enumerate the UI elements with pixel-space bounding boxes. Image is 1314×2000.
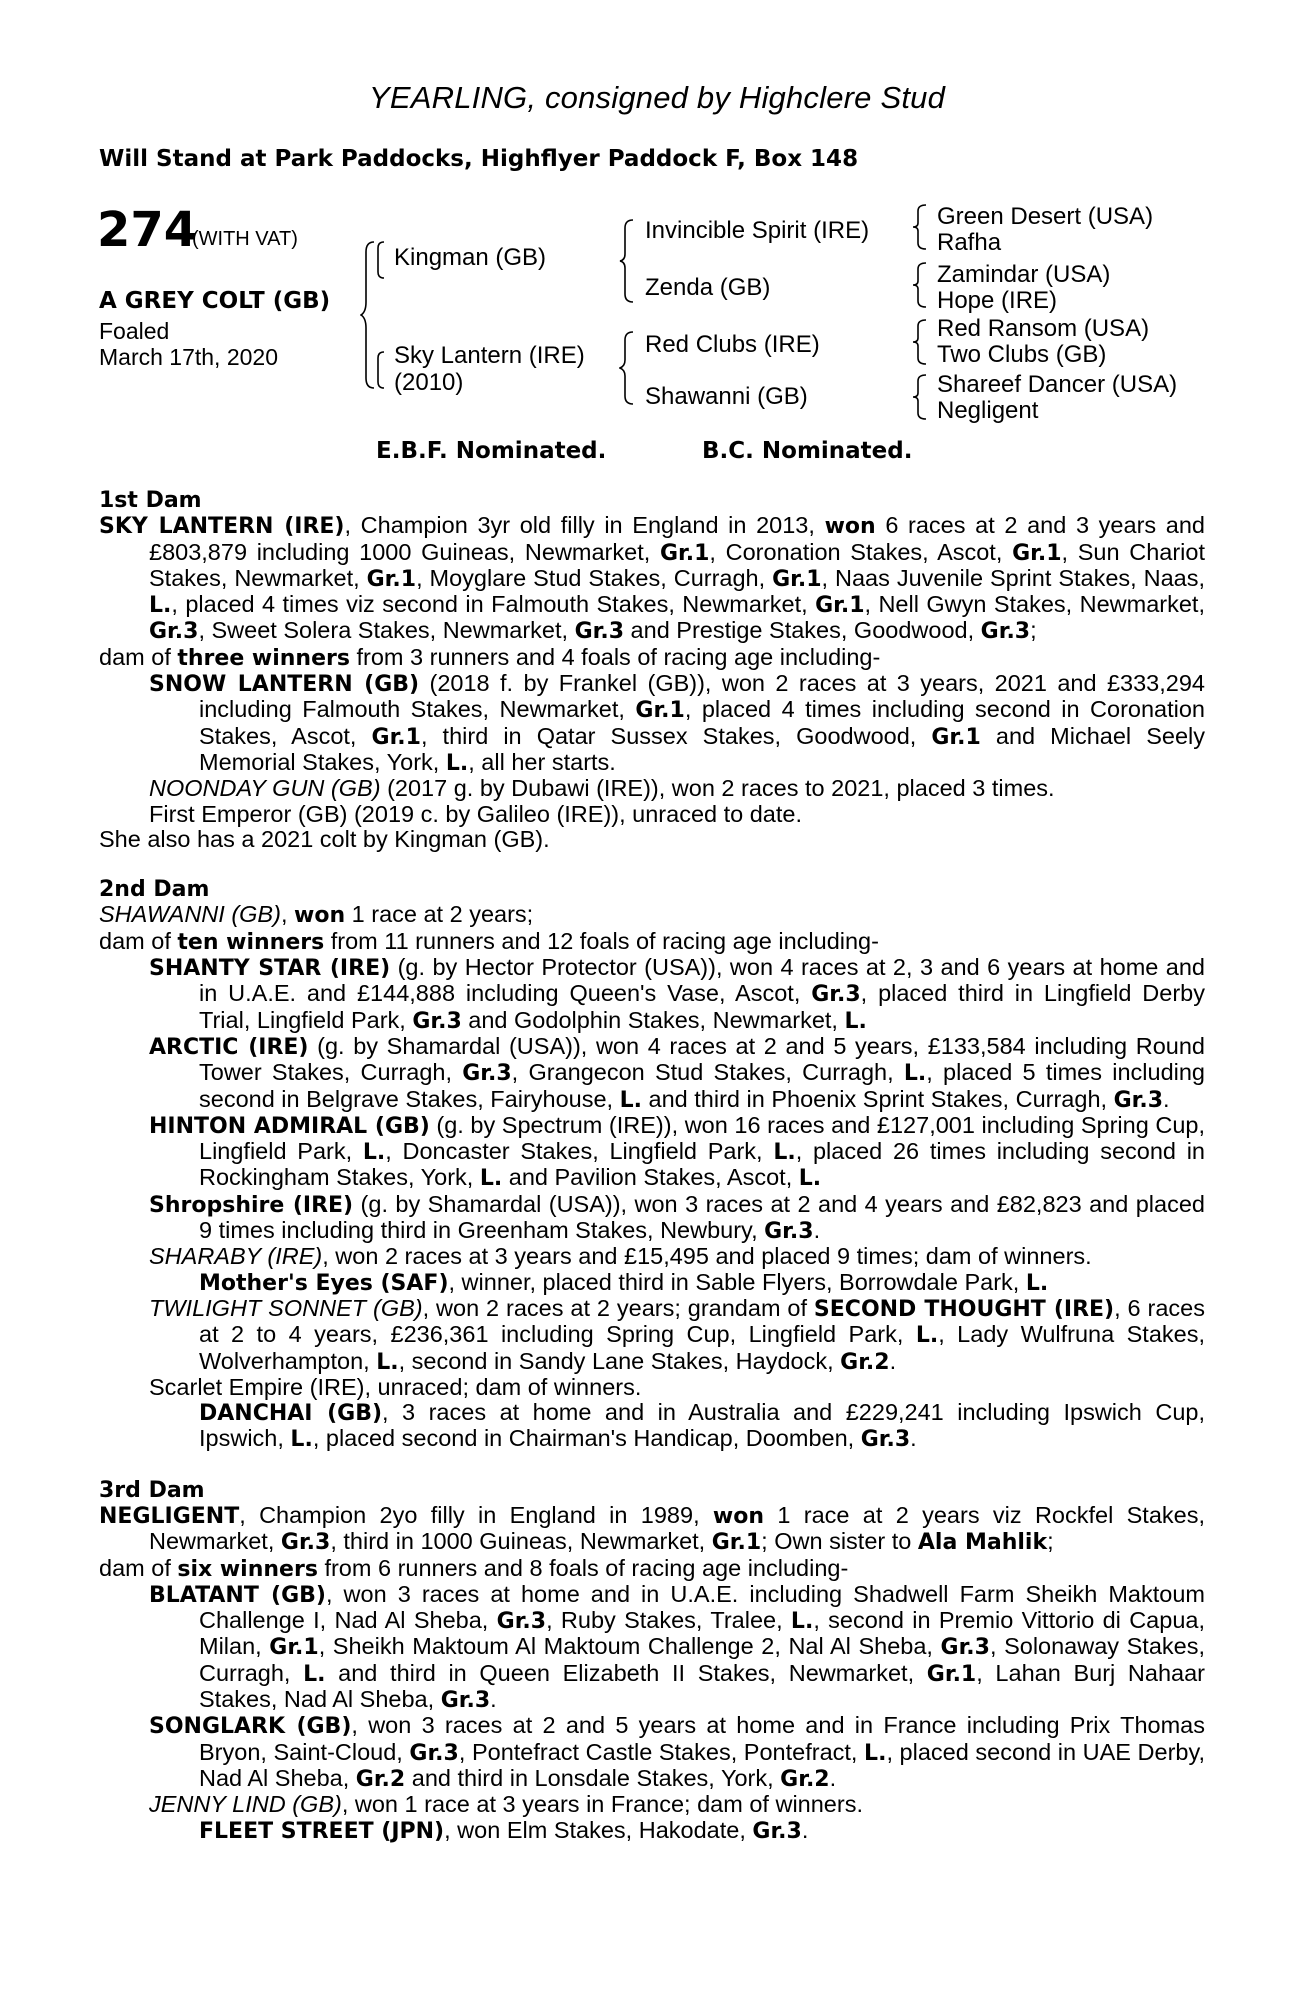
bold-run: ARCTIC (IRE) (149, 1034, 309, 1060)
pedigree-g-3: Zamindar (USA) (937, 261, 1111, 288)
text-run: , Solonaway Stakes, Curragh, (199, 1633, 1205, 1686)
foaled-label: Foaled (99, 318, 170, 344)
text-run: (2017 g. by Dubawi (IRE)), won 2 races to 2021, placed 3 times. (380, 775, 1055, 802)
foal-date: March 17th, 2020 (99, 344, 279, 370)
bold-run: Gr.1 (772, 566, 822, 592)
text-run: . (889, 1347, 897, 1374)
text-run: (g. by Shamardal (USA)), won 4 races at 2 and 5 years, £133,584 including Round Tower Stakes, Curragh, (199, 1032, 1206, 1086)
produce-entry (99, 776, 1205, 801)
pedigree-dam: Sky Lantern (IRE) (394, 342, 585, 369)
text-run: , Pontefract Castle Stakes, Pontefract, (458, 1738, 865, 1765)
bold-run: ten winners (177, 929, 325, 955)
bold-run: Gr.3 (440, 1688, 491, 1714)
produce-entry (99, 1713, 1205, 1792)
bold-run: Gr.3 (811, 982, 861, 1008)
bold-run: SNOW LANTERN (GB) (149, 672, 420, 698)
bold-run: Gr.3 (409, 1740, 459, 1766)
bold-run: Gr.1 (1012, 540, 1062, 566)
pedigree-g-1: Green Desert (USA) (937, 203, 1154, 230)
text-run: , placed 4 times viz second in Falmouth Stakes, Newmarket, (171, 591, 816, 618)
pedigree-dam-sire: Red Clubs (IRE) (645, 331, 820, 358)
text-run: , Ruby Stakes, Tralee, (546, 1607, 791, 1634)
bold-run: won (712, 1503, 765, 1529)
lot-description: A GREY COLT (GB) (99, 288, 331, 314)
bold-run: Gr.2 (840, 1349, 890, 1375)
bold-run: L. (773, 1140, 796, 1166)
text-run: . (910, 1425, 917, 1452)
text-run: . (490, 1686, 497, 1713)
text-run: . (829, 1764, 837, 1791)
produce-note (99, 827, 1205, 852)
text-run: , second in Sandy Lane Stakes, Haydock, (398, 1347, 841, 1374)
text-run: , placed 5 times including second in Belgrave Stakes, Fairyhouse, (199, 1059, 1205, 1112)
vat-label: (WITH VAT) (192, 228, 298, 250)
pedigree-dam-dam: Shawanni (GB) (645, 383, 808, 410)
produce-entry (99, 1192, 1205, 1245)
text-run: and third in Phoenix Sprint Stakes, Curragh, (642, 1085, 1114, 1112)
grand-produce-entry (99, 1818, 1205, 1844)
produce-entry (99, 1244, 1205, 1269)
text-run: , third in Qatar Sussex Stakes, Goodwood, (420, 722, 932, 749)
text-run: , second in Premio Vittorio di Capua, Milan, (199, 1607, 1205, 1660)
bold-run: Gr.1 (371, 724, 421, 750)
pedigree-brace-g2 (912, 261, 928, 309)
third-dam-heading: 3rd Dam (99, 1477, 205, 1503)
lot-number: 274 (97, 202, 198, 258)
first-dam-produce-summary (99, 645, 1205, 671)
pedigree-brace-g3 (912, 318, 928, 366)
bold-run: Gr.3 (462, 1061, 512, 1087)
text-run: , won 2 races at 3 years and £15,495 and placed 9 times; dam of winners. (322, 1243, 1092, 1270)
pedigree-g-2: Rafha (937, 229, 1002, 256)
text-run: , Champion 3yr old filly in England in 2013, (344, 512, 825, 539)
bold-run: Gr.3 (980, 619, 1031, 645)
first-dam-heading: 1st Dam (99, 488, 202, 513)
bold-run: six winners (177, 1556, 318, 1582)
bold-run: Gr.3 (940, 1635, 990, 1661)
text-run: from 11 runners and 12 foals of racing age including- (324, 927, 879, 954)
bold-run: L. (479, 1166, 503, 1192)
text-run: , 6 races at 2 to 4 years, £236,361 including Spring Cup, Lingfield Park, (199, 1294, 1205, 1348)
produce-entry (99, 1034, 1205, 1113)
produce-entry (99, 1296, 1205, 1375)
text-run: , placed third in Lingfield Derby Trial, Lingfield Park, (199, 980, 1205, 1033)
pedigree-g-6: Two Clubs (GB) (937, 341, 1107, 368)
text-run: Scarlet Empire (IRE), unraced; dam of winners. (149, 1373, 642, 1400)
second-dam-heading: 2nd Dam (99, 877, 210, 903)
text-run: and Godolphin Stakes, Newmarket, (461, 1006, 845, 1033)
text-run: , placed 26 times including second in Rockingham Stakes, York, (199, 1138, 1205, 1191)
text-run: and Pavilion Stakes, Ascot, (502, 1164, 799, 1191)
text-run: (g. by Shamardal (USA)), won 3 races at 2 and 4 years and £82,823 and placed 9 times including third in Greenham Stakes, Newbury, (199, 1190, 1205, 1244)
text-run: 1 race at 2 years viz Rockfel Stakes, Newmarket, (149, 1501, 1205, 1555)
text-run: , won Elm Stakes, Hakodate, (444, 1816, 753, 1843)
text-run: dam of (99, 927, 178, 954)
bold-run: Gr.3 (412, 1008, 462, 1034)
bold-run: SECOND THOUGHT (IRE) (813, 1296, 1115, 1322)
bold-run: L. (915, 1323, 939, 1349)
text-run: , Nell Gwyn Stakes, Newmarket, (864, 591, 1205, 618)
pedigree-g-5: Red Ransom (USA) (937, 315, 1150, 342)
bold-run: HINTON ADMIRAL (GB) (149, 1113, 430, 1139)
bold-run: L. (362, 1140, 386, 1166)
bold-run: SHANTY STAR (IRE) (149, 956, 391, 982)
text-run: . (1163, 1085, 1170, 1112)
bold-run: Gr.3 (574, 619, 625, 645)
text-run: and third in Lonsdale Stakes, York, (405, 1764, 781, 1791)
bold-run: BLATANT (GB) (149, 1582, 326, 1608)
bold-run: Gr.1 (659, 540, 710, 566)
bold-run: L. (303, 1661, 326, 1687)
first-dam-entry (99, 513, 1205, 644)
text-run: , Champion 2yo filly in England in 1989, (239, 1501, 713, 1528)
text-run: , Sheikh Maktoum Al Maktoum Challenge 2, Nal Al Sheba, (318, 1633, 941, 1660)
bold-run: Gr.3 (764, 1219, 814, 1245)
italic-run: SHAWANNI (GB) (99, 901, 281, 928)
bold-run: L. (290, 1427, 313, 1453)
italic-run: TWILIGHT SONNET (GB) (149, 1294, 423, 1321)
stand-location: Will Stand at Park Paddocks, Highflyer Paddock F, Box 148 (99, 146, 859, 172)
pedigree-g-7: Shareef Dancer (USA) (937, 371, 1178, 398)
bold-run: Gr.3 (149, 619, 199, 645)
text-run: She also has a 2021 colt by Kingman (GB). (99, 825, 550, 852)
text-run: , won 3 races at home and in U.A.E. including Shadwell Farm Sheikh Maktoum Challenge I, Nad Al Sheba, (199, 1580, 1205, 1634)
bold-run: Mother's Eyes (SAF) (199, 1270, 449, 1296)
text-run: First Emperor (GB) (2019 c. by Galileo (IRE)), unraced to date. (149, 800, 803, 827)
text-run: . (801, 1816, 809, 1843)
text-run: , (280, 901, 294, 928)
bc-nomination: B.C. Nominated. (702, 438, 913, 464)
pedigree-g-8: Negligent (937, 397, 1039, 424)
bold-run: L. (1025, 1270, 1049, 1296)
bold-run: Shropshire (IRE) (149, 1192, 354, 1218)
text-run: 6 races at 2 and 3 years and £803,879 including 1000 Guineas, Newmarket, (149, 512, 1206, 565)
bold-run: L. (376, 1349, 399, 1375)
bold-run: three winners (177, 645, 350, 671)
bold-run: Gr.2 (780, 1766, 830, 1792)
produce-entry (99, 671, 1205, 776)
pedigree-dam-year: (2010) (394, 369, 464, 396)
text-run: (g. by Spectrum (IRE)), won 16 races and £127,001 including Spring Cup, Lingfield Park, (199, 1111, 1205, 1165)
text-run: (g. by Hector Protector (USA)), won 4 races at 2, 3 and 6 years at home and in U.A.E. and £144,888 including Queen's Vase, Ascot, (199, 954, 1205, 1007)
grand-produce-entry (99, 1270, 1205, 1296)
bold-run: SONGLARK (GB) (149, 1714, 352, 1740)
bold-run: Ala Mahlik (917, 1530, 1048, 1556)
third-dam-entry (99, 1503, 1205, 1556)
produce-entry (99, 1113, 1205, 1192)
text-run: , all her starts. (468, 748, 616, 775)
text-run: , Lahan Burj Nahaar Stakes, Nad Al Sheba, (199, 1659, 1205, 1713)
bold-run: NEGLIGENT (99, 1503, 240, 1529)
text-run: , Doncaster Stakes, Lingfield Park, (385, 1138, 774, 1165)
bold-run: L. (903, 1061, 927, 1087)
text-run: , Sweet Solera Stakes, Newmarket, (198, 617, 575, 644)
bold-run: DANCHAI (GB) (199, 1401, 383, 1427)
text-run: from 3 runners and 4 foals of racing age including- (349, 643, 881, 670)
bold-run: Gr.3 (1113, 1087, 1164, 1113)
text-run: (2018 f. by Frankel (GB)), won 2 races at 3 years, 2021 and £333,294 including Falmouth Stakes, Newmarket, (199, 670, 1205, 723)
text-run: and third in Queen Elizabeth II Stakes, Newmarket, (325, 1659, 927, 1686)
pedigree-brace-g4 (912, 373, 928, 421)
text-run: . (813, 1217, 821, 1244)
text-run: and Michael Seely Memorial Stakes, York, (199, 722, 1205, 775)
produce-entry (99, 802, 1205, 827)
bold-run: L. (844, 1008, 867, 1034)
italic-run: SHARABY (IRE) (149, 1243, 323, 1270)
text-run: , won 1 race at 3 years in France; dam of winners. (341, 1791, 863, 1818)
pedigree-sire-dam: Zenda (GB) (645, 274, 771, 301)
produce-entry (99, 1792, 1205, 1817)
text-run: , Grangecon Stud Stakes, Curragh, (511, 1059, 904, 1086)
bold-run: Gr.1 (815, 593, 865, 619)
bold-run: Gr.1 (635, 698, 685, 724)
italic-run: NOONDAY GUN (GB) (149, 775, 381, 802)
pedigree-sire: Kingman (GB) (394, 244, 547, 271)
bold-run: Gr.3 (280, 1530, 331, 1556)
text-run: dam of (99, 643, 178, 670)
second-dam-entry (99, 902, 1205, 928)
text-run: , won 2 races at 2 years; grandam of (422, 1294, 814, 1321)
family-notes (99, 488, 1205, 1844)
produce-entry (99, 1582, 1205, 1713)
ebf-nomination: E.B.F. Nominated. (376, 438, 607, 464)
bold-run: won (294, 903, 346, 929)
text-run: , Naas Juvenile Sprint Stakes, Naas, (821, 564, 1206, 591)
bold-run: L. (790, 1609, 814, 1635)
text-run: ; (1047, 1528, 1054, 1555)
text-run: ; Own sister to (761, 1528, 918, 1555)
bold-run: L. (619, 1087, 643, 1113)
text-run: 1 race at 2 years; (345, 901, 534, 928)
text-run: , placed second in Chairman's Handicap, Doomben, (312, 1425, 861, 1452)
bold-run: FLEET STREET (JPN) (199, 1818, 445, 1844)
text-run: , Lady Wulfruna Stakes, Wolverhampton, (199, 1321, 1205, 1374)
pedigree-brace-g1 (912, 203, 928, 251)
text-run: and Prestige Stakes, Goodwood, (624, 617, 981, 644)
text-run: , placed second in UAE Derby, Nad Al Sheba, (199, 1738, 1205, 1791)
bold-run: Gr.1 (269, 1635, 319, 1661)
text-run: ; (1030, 617, 1037, 644)
second-dam-produce-summary (99, 929, 1205, 955)
bold-run: SKY LANTERN (IRE) (99, 514, 345, 540)
pedigree-sire-sire: Invincible Spirit (IRE) (645, 217, 870, 244)
bold-run: Gr.3 (752, 1818, 802, 1844)
text-run: , Moyglare Stud Stakes, Curragh, (416, 564, 773, 591)
grand-produce-entry (99, 1400, 1205, 1453)
pedigree-brace-sire-line (619, 218, 635, 304)
text-run: dam of (99, 1554, 178, 1581)
bold-run: Gr.3 (860, 1427, 911, 1453)
bold-run: Gr.1 (366, 566, 417, 592)
bold-run: L. (798, 1166, 822, 1192)
text-run: , third in 1000 Guineas, Newmarket, (330, 1528, 712, 1555)
pedigree-brace-dam (372, 350, 386, 390)
pedigree-g-4: Hope (IRE) (937, 287, 1058, 314)
text-run: , winner, placed third in Sable Flyers, Borrowdale Park, (448, 1268, 1026, 1295)
bold-run: L. (445, 750, 469, 776)
bold-run: L. (149, 593, 172, 619)
text-run: , won 3 races at 2 and 5 years at home and in France including Prix Thomas Bryon, Saint-Cloud, (199, 1712, 1205, 1765)
text-run: , Coronation Stakes, Ascot, (709, 538, 1013, 565)
pedigree-brace-sire (372, 240, 386, 280)
pedigree-brace-dam-line (619, 330, 635, 406)
bold-run: Gr.1 (931, 724, 981, 750)
produce-entry (99, 1375, 1205, 1400)
third-dam-produce-summary (99, 1556, 1205, 1582)
text-run: from 6 runners and 8 foals of racing age including- (317, 1554, 849, 1581)
produce-entry (99, 955, 1205, 1034)
bold-run: Gr.3 (496, 1609, 547, 1635)
text-run: , Sun Chariot Stakes, Newmarket, (149, 538, 1206, 591)
italic-run: JENNY LIND (GB) (149, 1791, 342, 1818)
text-run: , 3 races at home and in Australia and £229,241 including Ipswich Cup, Ipswich, (199, 1399, 1205, 1452)
bold-run: Gr.2 (355, 1766, 406, 1792)
text-run: , placed 4 times including second in Coronation Stakes, Ascot, (199, 696, 1205, 749)
consignment-title: YEARLING, consigned by Highclere Stud (368, 80, 946, 115)
bold-run: Gr.1 (711, 1530, 762, 1556)
bold-run: L. (864, 1740, 887, 1766)
bold-run: Gr.1 (926, 1661, 977, 1687)
bold-run: won (824, 514, 876, 540)
